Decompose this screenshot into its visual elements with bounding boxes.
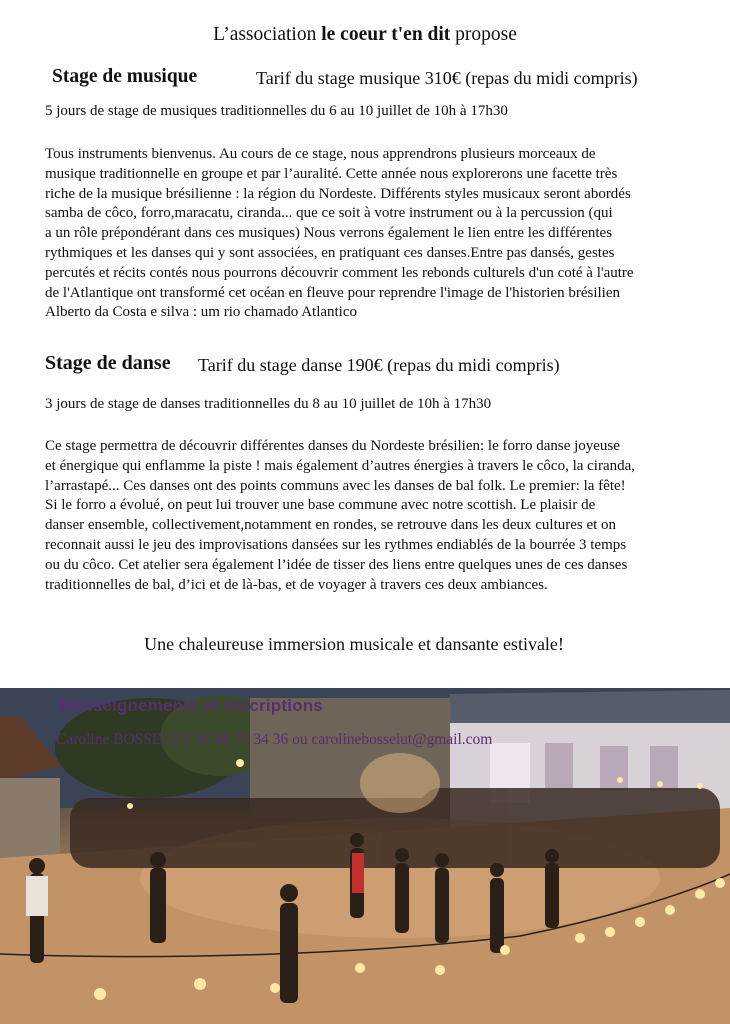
music-price: Tarif du stage musique 310€ (repas du midi compris) [256,68,638,88]
intro-line [0,24,730,46]
paragraph-line: samba de côco, forro,maracatu, ciranda... que ce soit à votre instrument ou à la percussion (qui [45,205,613,222]
intro-prefix: L’association [213,24,322,45]
paragraph-line: Tous instruments bienvenus. Au cours de ce stage, nous apprendrons plusieurs morceaux de [45,146,596,162]
intro-suffix: propose [450,24,517,45]
dance-party-photo [0,688,730,1024]
dance-section-title: Stage de danse [45,352,171,374]
paragraph-line: traditionnelles de bal, d’ici et de là-bas, et de voyager à travers ces deux ambiances. [45,576,548,593]
music-section-title: Stage de musique [52,66,198,87]
paragraph-line: riche de la musique brésilienne : la région du Nordeste. Différents styles musicaux seront abordés [45,185,631,202]
association-name: le coeur t'en dit [321,24,451,45]
dance-dates: 3 jours de stage de danses traditionnelles du 8 au 10 juillet de 10h à 17h30 [45,396,492,412]
paragraph-line: l’arrastapé... Ces danses ont des points communs avec les danses de bal folk. Le premier: la fête! [45,477,626,494]
paragraph-line: ou du côco. Cet atelier sera également l’idée de tisser des liens entre quelques unes de ces danses [45,556,628,573]
paragraph-line: reconnait aussi le jeu des improvisations dansées sur les rythmes endiablés de la bourrée 3 temps [45,536,627,553]
music-description [45,145,634,323]
info-title: Renseignements et inscriptions [60,696,323,715]
paragraph-line: Si le forro a évolué, on peut lui trouver une base commune avec notre scottish. Le plaisir de [45,497,596,514]
paragraph-line: a un rôle prépondérant dans ces musiques) Nous verrons également le lien entre les différentes [45,225,613,242]
paragraph-line: percutés et récits contés nous pourrons découvrir comment les rebonds culturels d'un coté à l'autre [45,264,634,281]
music-dates: 5 jours de stage de musiques traditionnelles du 6 au 10 juillet de 10h à 17h30 [45,103,508,119]
paragraph-line: Alberto da Costa e silva : um rio chamado Atlantico [45,304,358,321]
dance-price: Tarif du stage danse 190€ (repas du midi compris) [198,355,560,375]
paragraph-line: de l'Atlantique ont transformé cet océan en fleuve pour reprendre l'image de l'historien brésilien [45,284,620,301]
paragraph-line: et énergique qui enflamme la piste ! mais également d’autres énergies à travers le côco, la ciranda, [45,457,636,474]
dance-description [45,437,635,595]
paragraph-line: musique traditionnelle en groupe et par l’auralité. Cette année nous explorerons une facette très [45,165,618,182]
info-contact: Caroline BOSSELUT 06 88 79 34 36 ou carolinebosselut@gmail.com [56,731,493,748]
paragraph-line: danser ensemble, collectivement,notamment en rondes, se retrouve dans les deux cultures et on [45,517,617,534]
tagline: Une chaleureuse immersion musicale et dansante estivale! [144,634,564,654]
paragraph-line: rythmiques et les danses qui y sont associées, en pratiquant ces danses.Entre pas dansés, gestes [45,244,615,261]
paragraph-line: Ce stage permettra de découvrir différentes danses du Nordeste brésilien: le forro danse joyeuse [45,438,620,454]
